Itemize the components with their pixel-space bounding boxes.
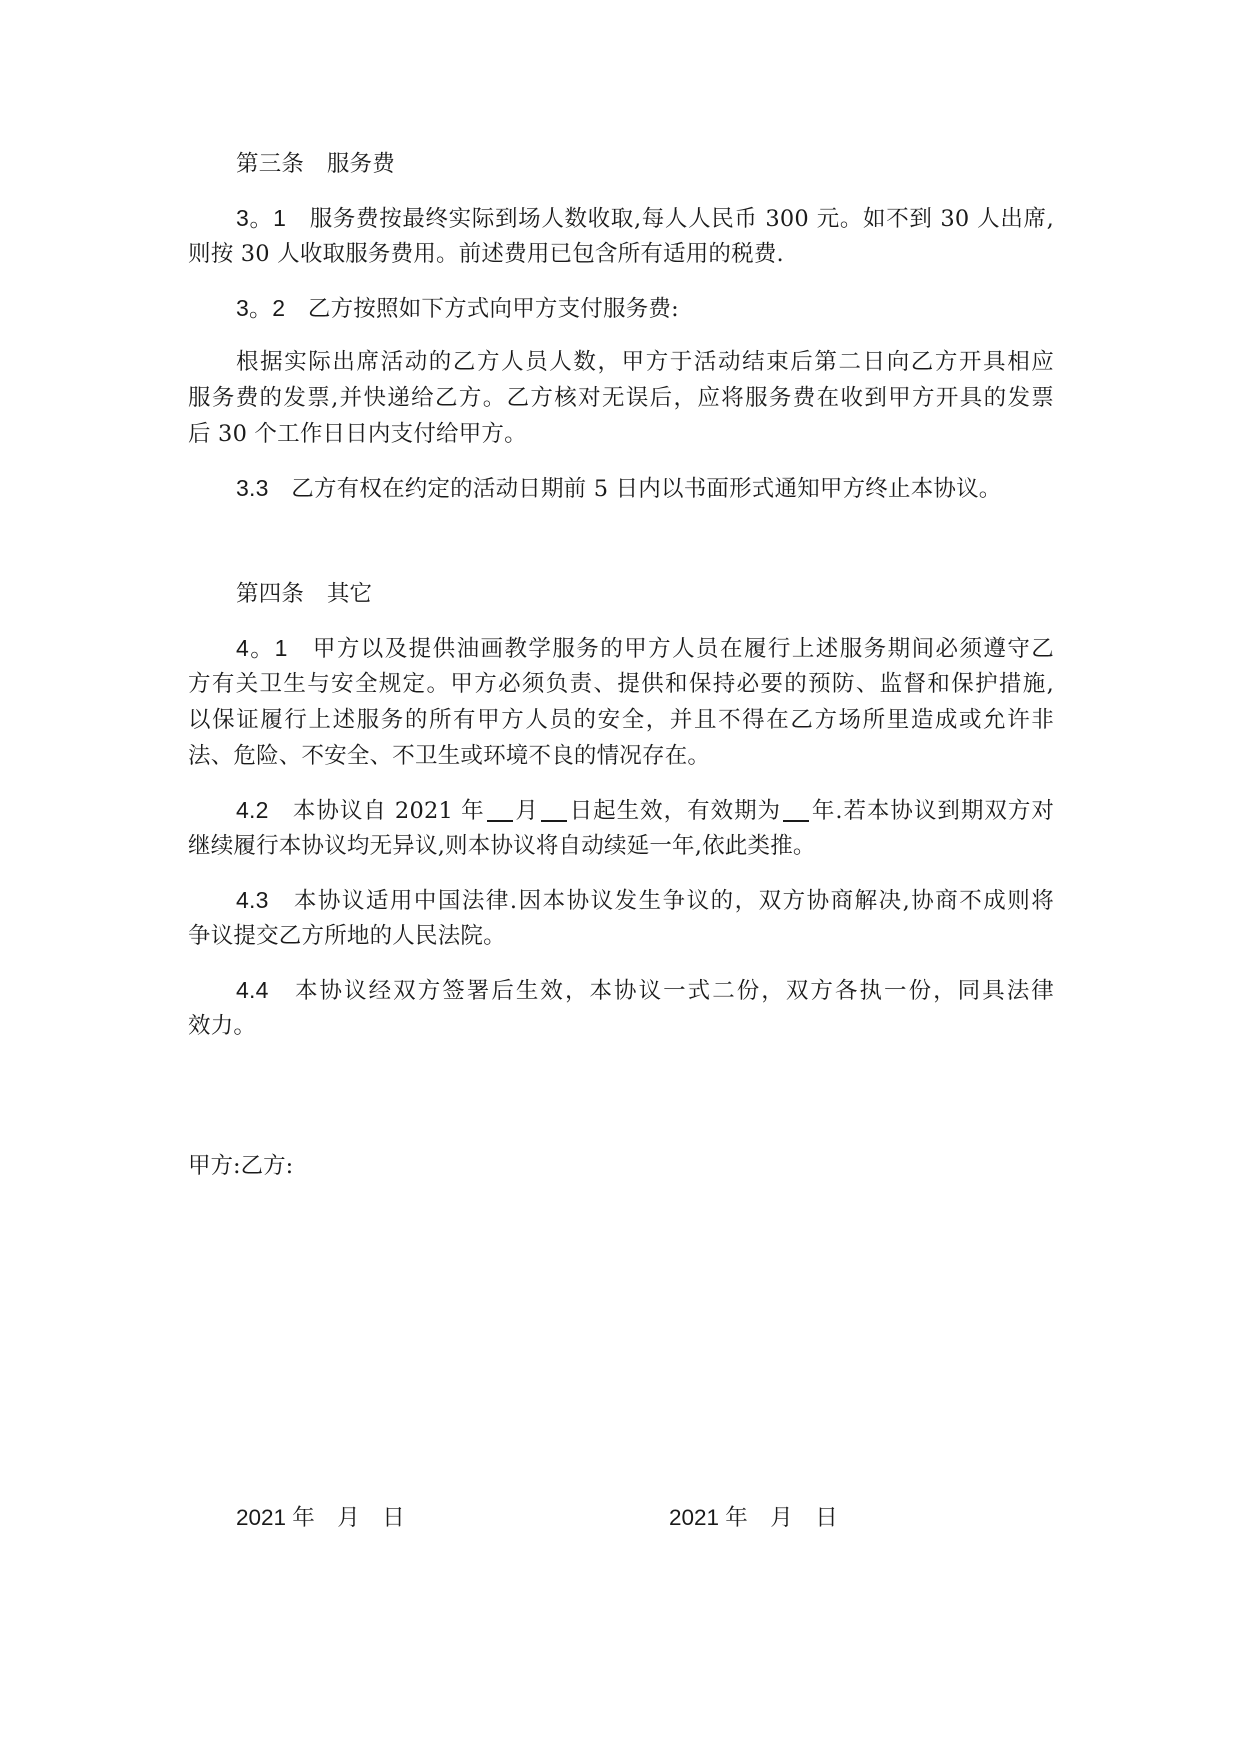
clause-4-1-line-2: 方有关卫生与安全规定。甲方必须负责、提供和保持必要的预防、监督和保护措施, <box>188 671 1054 697</box>
clause-3-2-number: 3。2 <box>236 295 286 321</box>
clause-4-2-text-1: 本协议自 2021 年 <box>292 798 485 824</box>
clause-4-1-line-4: 法、危险、不安全、不卫生或环境不良的情况存在。 <box>188 743 711 769</box>
clause-4-4-line-2: 效力。 <box>188 1013 257 1039</box>
blank-day-field[interactable] <box>541 798 567 822</box>
clause-4-2-number: 4.2 <box>236 797 269 823</box>
clause-4-3-line-2: 争议提交乙方所地的人民法院。 <box>188 923 506 949</box>
clause-3-2-text: 乙方按照如下方式向甲方支付服务费: <box>307 296 679 322</box>
clause-4-3-text: 本协议适用中国法律.因本协议发生争议的，双方协商解决,协商不成则将 <box>293 888 1055 914</box>
signature-date-right: 2021 年 月 日 <box>669 1505 838 1530</box>
clause-3-3-text: 乙方有权在约定的活动日期前 5 日内以书面形式通知甲方终止本协议。 <box>291 476 1002 502</box>
article-4-heading <box>236 576 1054 612</box>
clause-4-3-line-1 <box>236 882 1054 919</box>
clause-4-2-text-2: 月 <box>514 798 539 824</box>
clause-3-1-text: 服务费按最终实际到场人数收取,每人人民币 300 元。如不到 30 人出席, <box>309 206 1055 232</box>
clause-4-4-number: 4.4 <box>236 977 269 1003</box>
clause-4-4-line-1 <box>236 972 1054 1009</box>
payment-line-1: 根据实际出席活动的乙方人员人数，甲方于活动结束后第二日向乙方开具相应 <box>236 349 1054 375</box>
clause-3-1-line-2: 则按 30 人收取服务费用。前述费用已包含所有适用的税费. <box>188 241 784 267</box>
clause-4-1-line-3: 以保证履行上述服务的所有甲方人员的安全，并且不得在乙方场所里造成或允许非 <box>188 707 1054 733</box>
clause-3-3 <box>236 470 1054 507</box>
clause-3-1-line-1 <box>236 200 1054 237</box>
payment-line-3: 后 30 个工作日日内支付给甲方。 <box>188 421 527 447</box>
clause-3-1-number: 3。1 <box>236 205 287 231</box>
clause-4-3-number: 4.3 <box>236 887 269 913</box>
clause-4-1-number: 4。1 <box>236 635 288 661</box>
clause-3-3-number: 3.3 <box>236 475 269 501</box>
article-3-heading <box>236 146 1054 182</box>
article-4-title: 其它 <box>326 581 373 607</box>
clause-4-2-text-4: 年.若本协议到期双方对 <box>811 798 1055 824</box>
article-4-number: 第四条 <box>236 581 305 607</box>
clause-4-2-line-2: 继续履行本协议均无异议,则本协议将自动续延一年,依此类推。 <box>188 833 816 859</box>
clause-4-1-text: 甲方以及提供油画教学服务的甲方人员在履行上述服务期间必须遵守乙 <box>312 636 1055 662</box>
blank-years-field[interactable] <box>783 798 809 822</box>
signature-parties: 甲方:乙方: <box>188 1153 294 1179</box>
clause-4-1-line-1 <box>236 630 1054 667</box>
blank-month-field[interactable] <box>487 798 513 822</box>
payment-line-2: 服务费的发票,并快递给乙方。乙方核对无误后，应将服务费在收到甲方开具的发票 <box>188 385 1054 411</box>
clause-4-4-text: 本协议经双方签署后生效，本协议一式二份，双方各执一份，同具法律 <box>294 978 1054 1004</box>
clause-4-2-line-1 <box>236 792 1054 829</box>
clause-4-2-text-3: 日起生效，有效期为 <box>568 798 782 824</box>
clause-3-2 <box>236 290 1054 327</box>
article-3-title: 服务费 <box>326 151 395 177</box>
article-3-number: 第三条 <box>236 151 305 177</box>
signature-date-left: 2021 年 月 日 <box>236 1505 405 1530</box>
